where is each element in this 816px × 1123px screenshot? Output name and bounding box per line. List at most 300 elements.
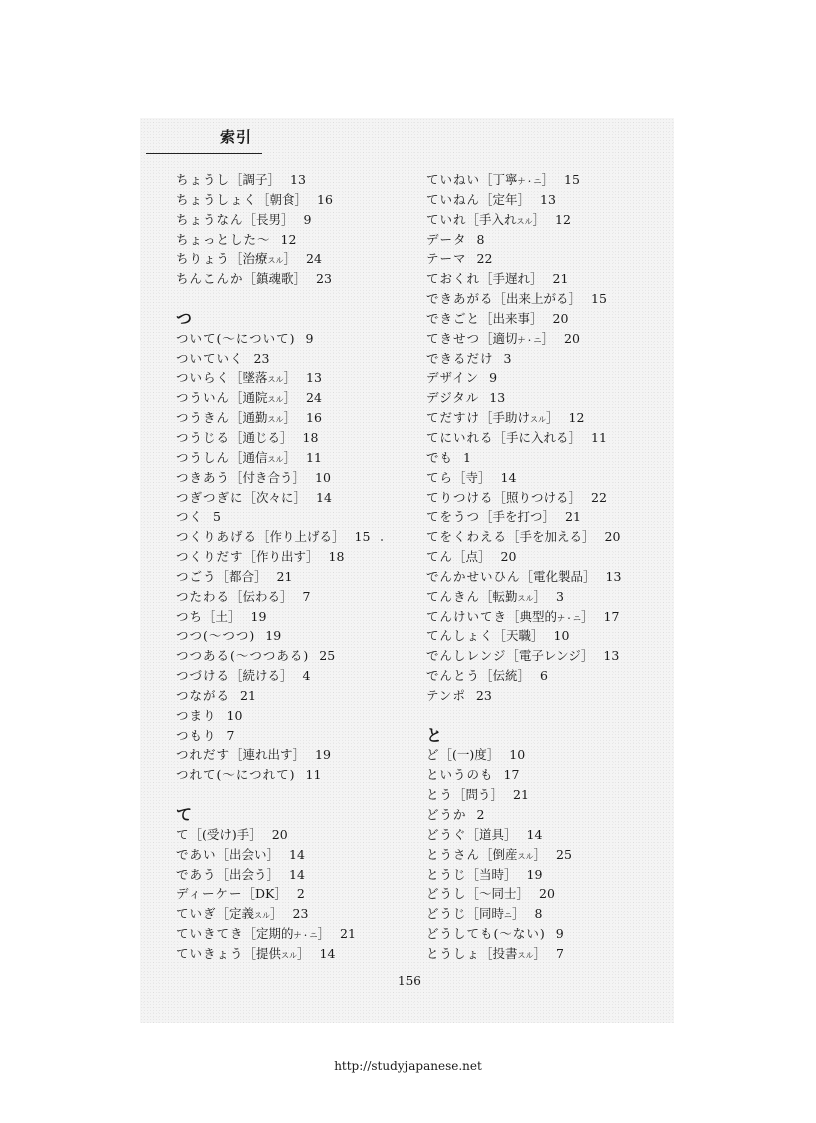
index-entry bbox=[176, 745, 416, 765]
entry-lesson-number: 23 bbox=[316, 271, 332, 287]
entry-kanji: ［作り出す］ bbox=[243, 549, 319, 565]
entry-reading: であい bbox=[176, 846, 217, 862]
entry-reading: つながる bbox=[176, 687, 231, 703]
entry-lesson-number: 25 bbox=[319, 648, 336, 664]
header-rule bbox=[146, 153, 262, 154]
entry-reading: てをうつ bbox=[426, 509, 481, 525]
entry-kanji: ［通じる］ bbox=[230, 429, 293, 445]
entry-reading: ついていく bbox=[176, 350, 244, 366]
entry-grammar-note: ニ bbox=[504, 911, 513, 921]
entry-bracket-close: ］ bbox=[270, 906, 283, 922]
entry-bracket-close: ］ bbox=[581, 608, 594, 624]
entry-lesson-number: 14 bbox=[289, 866, 305, 882]
entry-reading: つたわる bbox=[176, 588, 231, 604]
index-entry bbox=[176, 587, 416, 607]
entry-kanji: ［提供 bbox=[243, 945, 282, 961]
index-entry bbox=[176, 626, 416, 646]
entry-bracket-close: ］ bbox=[297, 945, 310, 961]
index-entry bbox=[176, 170, 416, 190]
entry-lesson-number: 8 bbox=[534, 906, 543, 922]
entry-kanji: ［手を加える］ bbox=[507, 529, 595, 545]
entry-lesson-number: 20 bbox=[564, 330, 580, 346]
entry-kanji: ［出会い］ bbox=[216, 846, 280, 862]
index-entry bbox=[426, 567, 666, 587]
entry-kanji: ［転勤 bbox=[480, 588, 518, 604]
entry-grammar-note: スル bbox=[517, 950, 534, 960]
entry-lesson-number: 15 bbox=[564, 172, 580, 187]
index-entry bbox=[426, 944, 666, 964]
entry-kanji: ［治療 bbox=[230, 251, 268, 267]
index-entry bbox=[426, 765, 666, 785]
index-entry bbox=[176, 904, 416, 924]
entry-lesson-number: 11 bbox=[305, 767, 322, 783]
entry-lesson-number: 18 bbox=[328, 549, 345, 565]
entry-reading: でんかせいひん bbox=[426, 568, 521, 584]
index-entry bbox=[426, 488, 666, 508]
entry-kanji: ［手遅れ］ bbox=[480, 271, 543, 287]
entry-lesson-number: 19 bbox=[250, 608, 267, 624]
entry-lesson-number: 10 bbox=[509, 747, 526, 763]
index-entry bbox=[426, 448, 666, 468]
entry-bracket-close: ］ bbox=[512, 906, 525, 922]
index-entry bbox=[426, 884, 666, 904]
entry-grammar-note: スル bbox=[267, 375, 284, 385]
entry-lesson-number: 13 bbox=[605, 568, 622, 584]
entry-kanji: ［作り上げる］ bbox=[257, 529, 345, 545]
entry-reading: ディーケー bbox=[176, 886, 243, 902]
entry-grammar-note: スル bbox=[267, 256, 284, 266]
entry-lesson-number: 5 bbox=[213, 509, 221, 525]
entry-lesson-number: 12 bbox=[280, 231, 297, 247]
entry-lesson-number: 20 bbox=[500, 549, 517, 565]
index-entry bbox=[176, 468, 416, 488]
entry-reading: でも bbox=[426, 449, 454, 465]
entry-kanji: ［倒産 bbox=[480, 846, 518, 862]
index-entry bbox=[176, 408, 416, 428]
entry-lesson-number: 21 bbox=[240, 687, 256, 703]
spacer bbox=[176, 785, 416, 805]
entry-reading: ちょうなん bbox=[176, 211, 244, 227]
index-entry bbox=[426, 825, 666, 845]
entry-reading: てをくわえる bbox=[426, 529, 508, 545]
entry-lesson-number: 14 bbox=[500, 469, 517, 485]
entry-bracket-close: ］ bbox=[541, 172, 555, 187]
entry-grammar-note: スル bbox=[254, 911, 271, 921]
entry-bracket-close: ］ bbox=[283, 410, 297, 426]
entry-kanji: ［出会う］ bbox=[216, 866, 280, 882]
index-entry bbox=[176, 249, 416, 269]
entry-kanji: ［通信 bbox=[230, 449, 268, 465]
entry-reading: て bbox=[176, 826, 190, 842]
entry-lesson-number: 16 bbox=[306, 410, 322, 426]
entry-kanji: ［点］ bbox=[453, 549, 491, 565]
entry-reading: とうさん bbox=[426, 846, 481, 862]
entry-reading: てりつける bbox=[426, 489, 494, 505]
entry-reading: つうじる bbox=[176, 429, 231, 445]
entry-reading: どうじ bbox=[426, 906, 467, 922]
index-entry bbox=[426, 924, 666, 944]
entry-grammar-note: スル bbox=[517, 851, 534, 861]
entry-grammar-note: スル bbox=[517, 593, 534, 603]
entry-reading: とう bbox=[426, 787, 454, 803]
entry-bracket-close: ］ bbox=[283, 370, 297, 386]
entry-grammar-note: スル bbox=[281, 950, 298, 960]
index-entry bbox=[176, 448, 416, 468]
index-entry bbox=[176, 726, 416, 746]
entry-kanji: ［調子］ bbox=[230, 172, 281, 187]
section-heading: つ bbox=[176, 308, 193, 328]
entry-reading: どうぐ bbox=[426, 826, 467, 842]
index-entry bbox=[176, 567, 416, 587]
entry-kanji: ［続ける］ bbox=[230, 668, 293, 684]
entry-lesson-number: 21 bbox=[276, 568, 293, 584]
entry-reading: できごと bbox=[426, 310, 481, 326]
entry-lesson-number: 20 bbox=[604, 529, 621, 545]
entry-kanji: ［電化製品］ bbox=[520, 568, 596, 584]
index-entry bbox=[176, 845, 416, 865]
entry-kanji: ［〜同士］ bbox=[466, 886, 530, 902]
entry-kanji: ［次々に］ bbox=[243, 489, 307, 505]
index-entry bbox=[426, 646, 666, 666]
entry-reading: つくりだす bbox=[176, 549, 244, 565]
entry-lesson-number: 2 bbox=[296, 886, 305, 902]
index-entry bbox=[426, 388, 666, 408]
entry-kanji: ［手助け bbox=[480, 410, 531, 426]
entry-bracket-close: ］ bbox=[283, 251, 297, 267]
footer-url: http://studyjapanese.net bbox=[334, 1059, 482, 1073]
entry-lesson-number: 10 bbox=[315, 469, 331, 485]
entry-lesson-number: 17 bbox=[603, 608, 620, 624]
entry-lesson-number: 1 bbox=[463, 449, 471, 465]
entry-lesson-number: 9 bbox=[305, 330, 314, 346]
entry-reading: つうしん bbox=[176, 449, 231, 465]
entry-lesson-number: 19 bbox=[315, 747, 331, 763]
index-entry bbox=[176, 924, 416, 944]
entry-kanji: ［投書 bbox=[480, 945, 518, 961]
index-entry bbox=[426, 309, 666, 329]
entry-reading: ちょっとした〜 bbox=[176, 231, 271, 247]
entry-reading: てきせつ bbox=[426, 330, 481, 346]
entry-lesson-number: 8 bbox=[476, 231, 485, 247]
index-entry bbox=[426, 468, 666, 488]
entry-lesson-number: 13 bbox=[489, 390, 506, 406]
index-column-left bbox=[176, 170, 416, 964]
index-entry bbox=[426, 845, 666, 865]
entry-kanji: ［手に入れる］ bbox=[493, 429, 582, 445]
entry-kanji: ［都合］ bbox=[216, 568, 267, 584]
entry-lesson-number: 21 bbox=[513, 787, 529, 803]
index-entry bbox=[426, 210, 666, 230]
entry-lesson-number: 19 bbox=[265, 628, 282, 644]
entry-kanji: ［典型的 bbox=[507, 608, 558, 624]
entry-grammar-note: スル bbox=[267, 395, 284, 405]
index-entry bbox=[176, 547, 416, 567]
entry-lesson-number: 13 bbox=[540, 191, 556, 207]
entry-reading: てだすけ bbox=[426, 410, 481, 426]
entry-lesson-number: 24 bbox=[306, 390, 322, 406]
entry-lesson-number: 6 bbox=[540, 668, 548, 684]
entry-reading: てんしょく bbox=[426, 628, 494, 644]
entry-reading: つもり bbox=[176, 727, 217, 743]
entry-lesson-number: 15 bbox=[354, 529, 371, 545]
index-entry bbox=[176, 368, 416, 388]
entry-reading: ていきてき bbox=[176, 926, 244, 942]
entry-bracket-close: ］ bbox=[546, 410, 559, 426]
index-entry bbox=[176, 865, 416, 885]
entry-kanji: ［付き合う］ bbox=[230, 469, 306, 485]
entry-reading: つうきん bbox=[176, 410, 231, 426]
entry-bracket-close: ］ bbox=[532, 211, 546, 227]
entry-reading: つきあう bbox=[176, 469, 231, 485]
index-entry bbox=[426, 428, 666, 448]
index-entry bbox=[426, 527, 666, 547]
entry-kanji: ［問う］ bbox=[453, 787, 504, 803]
entry-lesson-number: 9 bbox=[489, 370, 498, 386]
entry-lesson-number: 20 bbox=[271, 826, 288, 842]
entry-bracket-close: ］ bbox=[533, 945, 547, 961]
entry-reading: ていねん bbox=[426, 191, 481, 207]
entry-kanji: ［通院 bbox=[230, 390, 268, 406]
index-title: 索引 bbox=[220, 128, 253, 146]
section-heading: て bbox=[176, 805, 193, 824]
entry-reading: つまり bbox=[176, 707, 217, 723]
entry-kanji: ［適切 bbox=[480, 330, 518, 346]
entry-reading: テンポ bbox=[426, 687, 466, 703]
entry-lesson-number: 22 bbox=[476, 251, 493, 267]
entry-lesson-number: 7 bbox=[302, 588, 311, 604]
entry-reading: でんしレンジ bbox=[426, 648, 507, 664]
entry-reading: ていきょう bbox=[176, 945, 244, 961]
entry-kanji: ［通勤 bbox=[230, 410, 268, 426]
index-entry bbox=[176, 388, 416, 408]
entry-reading: つれだす bbox=[176, 747, 231, 763]
index-entry bbox=[426, 289, 666, 309]
entry-kanji: ［朝食］ bbox=[257, 191, 308, 207]
entry-reading: でんとう bbox=[426, 668, 481, 684]
index-entry bbox=[176, 607, 416, 627]
entry-lesson-number: 22 bbox=[591, 489, 607, 505]
entry-kanji: ［照りつける］ bbox=[493, 489, 582, 505]
index-entry bbox=[426, 408, 666, 428]
entry-lesson-number: 23 bbox=[292, 906, 309, 922]
index-entry bbox=[176, 944, 416, 964]
index-entry bbox=[426, 269, 666, 289]
index-entry bbox=[176, 428, 416, 448]
entry-lesson-number: 13 bbox=[603, 648, 620, 664]
entry-lesson-number: 12 bbox=[568, 410, 585, 426]
entry-reading: ど bbox=[426, 747, 440, 763]
index-entry bbox=[176, 230, 416, 250]
entry-lesson-number: 14 bbox=[316, 489, 332, 505]
entry-lesson-number: 4 bbox=[302, 668, 311, 684]
entry-lesson-number: 21 bbox=[565, 509, 581, 525]
entry-reading: つういん bbox=[176, 390, 231, 406]
entry-kanji: ［伝統］ bbox=[480, 668, 531, 684]
entry-reading: てにいれる bbox=[426, 429, 494, 445]
index-entry bbox=[426, 607, 666, 627]
index-entry bbox=[426, 745, 666, 765]
entry-lesson-number: 13 bbox=[306, 370, 322, 386]
entry-reading: ちょうしょく bbox=[176, 191, 258, 207]
entry-reading: ついて(〜について) bbox=[176, 330, 296, 346]
stray-dot bbox=[381, 539, 383, 541]
index-entry bbox=[426, 329, 666, 349]
index-entry bbox=[176, 706, 416, 726]
entry-reading: ついらく bbox=[176, 370, 231, 386]
entry-lesson-number: 14 bbox=[289, 846, 305, 862]
entry-lesson-number: 20 bbox=[552, 310, 569, 326]
index-entry bbox=[176, 210, 416, 230]
entry-kanji: ［伝わる］ bbox=[230, 588, 293, 604]
entry-reading: ていれ bbox=[426, 211, 467, 227]
entry-kanji: ［定義 bbox=[216, 906, 255, 922]
entry-kanji: ［土］ bbox=[203, 608, 241, 624]
entry-grammar-note: スル bbox=[267, 415, 284, 425]
entry-reading: つく bbox=[176, 509, 204, 525]
index-entry bbox=[426, 547, 666, 567]
index-entry bbox=[426, 349, 666, 369]
entry-kanji: ［電子レンジ］ bbox=[506, 648, 594, 664]
index-entry bbox=[426, 785, 666, 805]
entry-lesson-number: 9 bbox=[303, 211, 312, 227]
section-heading: と bbox=[426, 725, 443, 745]
entry-kanji: ［定年］ bbox=[480, 191, 531, 207]
entry-lesson-number: 23 bbox=[475, 687, 492, 703]
index-entry bbox=[426, 230, 666, 250]
index-column-right bbox=[426, 170, 666, 964]
entry-bracket-close: ］ bbox=[283, 390, 297, 406]
entry-lesson-number: 17 bbox=[503, 767, 520, 783]
entry-reading: ちんこんか bbox=[176, 271, 244, 287]
index-entry bbox=[426, 507, 666, 527]
entry-lesson-number: 10 bbox=[553, 628, 570, 644]
entry-kanji: ［寺］ bbox=[453, 469, 491, 485]
entry-lesson-number: 11 bbox=[591, 429, 607, 445]
entry-reading: つれて(〜につれて) bbox=[176, 767, 296, 783]
entry-reading: とうしょ bbox=[426, 945, 481, 961]
page-number: 156 bbox=[398, 974, 421, 988]
entry-reading: ていぎ bbox=[176, 906, 217, 922]
entry-reading: てら bbox=[426, 469, 454, 485]
index-entry bbox=[426, 249, 666, 269]
index-entry bbox=[176, 527, 416, 547]
entry-kanji: ［(一)度］ bbox=[439, 747, 500, 763]
index-entry bbox=[426, 190, 666, 210]
entry-reading: デジタル bbox=[426, 390, 480, 406]
entry-reading: デザイン bbox=[426, 370, 480, 386]
entry-bracket-close: ］ bbox=[541, 330, 555, 346]
index-entry bbox=[426, 805, 666, 825]
index-entry bbox=[426, 368, 666, 388]
entry-kanji: ［手入れ bbox=[466, 211, 517, 227]
entry-kanji: ［丁寧 bbox=[480, 172, 518, 187]
entry-kanji: ［定期的 bbox=[243, 926, 294, 942]
index-entry bbox=[426, 666, 666, 686]
entry-kanji: ［当時］ bbox=[466, 866, 517, 882]
index-entry bbox=[176, 765, 416, 785]
entry-reading: つくりあげる bbox=[176, 529, 258, 545]
entry-kanji: ［道具］ bbox=[466, 826, 517, 842]
entry-kanji: ［手を打つ］ bbox=[480, 509, 556, 525]
entry-lesson-number: 23 bbox=[253, 350, 270, 366]
entry-grammar-note: スル bbox=[530, 415, 547, 425]
index-entry bbox=[426, 686, 666, 706]
entry-reading: どうか bbox=[426, 807, 467, 822]
index-entry bbox=[176, 507, 416, 527]
entry-bracket-close: ］ bbox=[533, 846, 547, 862]
index-header bbox=[146, 126, 262, 154]
index-entry bbox=[176, 686, 416, 706]
entry-kanji: ［長男］ bbox=[243, 211, 294, 227]
entry-lesson-number: 16 bbox=[317, 191, 333, 207]
entry-grammar-note: スル bbox=[516, 216, 533, 226]
entry-reading: データ bbox=[426, 231, 467, 247]
entry-reading: つつ(〜つつ) bbox=[176, 628, 256, 644]
spacer bbox=[426, 706, 666, 726]
entry-kanji: ［墜落 bbox=[230, 370, 268, 386]
entry-grammar-note: スル bbox=[267, 454, 284, 464]
entry-lesson-number: 21 bbox=[552, 271, 569, 287]
entry-lesson-number: 12 bbox=[555, 211, 571, 227]
entry-bracket-close: ］ bbox=[283, 449, 297, 465]
entry-reading: つづける bbox=[176, 668, 231, 684]
entry-kanji: ［同時 bbox=[466, 906, 505, 922]
entry-lesson-number: 11 bbox=[306, 449, 322, 465]
entry-bracket-close: ］ bbox=[533, 588, 547, 604]
entry-reading: どうし bbox=[426, 886, 467, 902]
entry-kanji: ［鎮魂歌］ bbox=[243, 271, 307, 287]
index-entry bbox=[176, 329, 416, 349]
entry-kanji: ［DK］ bbox=[242, 886, 287, 902]
entry-reading: つち bbox=[176, 608, 204, 624]
entry-lesson-number: 3 bbox=[556, 588, 564, 604]
entry-reading: というのも bbox=[426, 767, 494, 783]
entry-lesson-number: 19 bbox=[526, 866, 543, 882]
entry-lesson-number: 2 bbox=[476, 807, 485, 822]
entry-reading: ておくれ bbox=[426, 271, 481, 287]
spacer bbox=[176, 289, 416, 309]
index-entry bbox=[176, 349, 416, 369]
entry-kanji: ［天職］ bbox=[493, 628, 544, 644]
entry-reading: テーマ bbox=[426, 251, 467, 267]
entry-reading: ていねい bbox=[426, 172, 481, 187]
index-entry bbox=[426, 865, 666, 885]
entry-reading: ちょうし bbox=[176, 172, 231, 187]
entry-lesson-number: 18 bbox=[302, 429, 319, 445]
index-entry bbox=[426, 904, 666, 924]
entry-kanji: ［連れ出す］ bbox=[230, 747, 306, 763]
entry-reading: つつある(〜つつある) bbox=[176, 648, 310, 664]
entry-grammar-note: ナ・ニ bbox=[293, 931, 318, 941]
entry-lesson-number: 14 bbox=[526, 826, 543, 842]
entry-reading: てんけいてき bbox=[426, 608, 508, 624]
entry-lesson-number: 10 bbox=[226, 707, 243, 723]
entry-reading: とうじ bbox=[426, 866, 467, 882]
entry-lesson-number: 3 bbox=[503, 350, 512, 366]
entry-reading: つぎつぎに bbox=[176, 489, 244, 505]
entry-lesson-number: 15 bbox=[591, 291, 607, 307]
index-entry bbox=[176, 825, 416, 845]
entry-grammar-note: ナ・ニ bbox=[517, 335, 542, 345]
entry-reading: ちりょう bbox=[176, 251, 231, 267]
entry-lesson-number: 21 bbox=[340, 926, 356, 942]
entry-lesson-number: 9 bbox=[555, 926, 564, 942]
entry-kanji: ［出来上がる］ bbox=[493, 291, 582, 307]
entry-kanji: ［(受け)手］ bbox=[189, 826, 262, 842]
entry-kanji: ［出来事］ bbox=[480, 310, 543, 326]
entry-lesson-number: 7 bbox=[556, 945, 564, 961]
index-entry bbox=[426, 626, 666, 646]
